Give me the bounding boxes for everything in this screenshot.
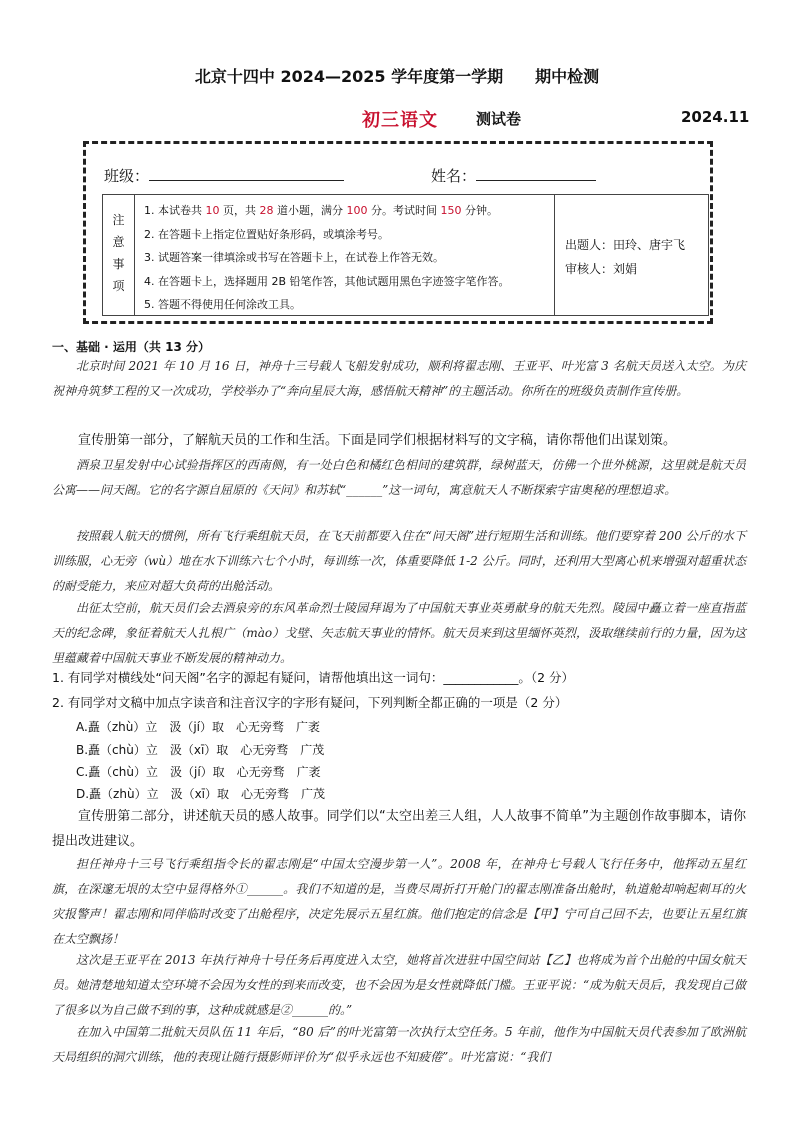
passage-paragraph: 酒泉卫星发射中心试验指挥区的西南侧，有一处白色和橘红色相间的建筑群，绿树蓝天，仿佛一个世外桃源，这里就是航天员公寓——问天阁。它的名字源自屈原的《天问》和苏轼“______”这一词句，寓意航天人不断探索宇宙奥秘的理想追求。: [52, 458, 746, 497]
setter: 出题人：田玲、唐宇飞: [565, 238, 686, 252]
passage-paragraph: 出征太空前，航天员们会去酒泉旁的东风革命烈士陵园拜谒为了中国航天事业英勇献身的航天先烈。陵园中矗立着一座直指蓝天的纪念碑，象征着航天人扎根广（mào）戈壁、矢志航天事业的情怀。航天员来到这里缅怀英烈，汲取继续前行的力量，因为这里蕴藏着中国航天事业不断发展的精神动力。: [52, 601, 746, 665]
notice-item: 5. 答题不得使用任何涂改工具。: [144, 298, 301, 311]
story-paragraph: 在加入中国第二批航天员队伍 11 年后，“80 后”的叶光富第一次执行太空任务。5 年前，他作为中国航天员代表参加了欧洲航天局组织的洞穴训练，他的表现让随行摄影师评价为“似乎永远也不知疲倦”。叶光富说：“我们: [52, 1025, 746, 1064]
task-paragraph: 宣传册第一部分，了解航天员的工作和生活。下面是同学们根据材料写的文字稿，请你帮他们出谋划策。: [78, 433, 677, 448]
story-paragraph: 这次是王亚平在 2013 年执行神舟十号任务后再度进入太空，她将首次进驻中国空间站【乙】也将成为首个出舱的中国女航天员。她清楚地知道太空环境不会因为女性的到来而改变，也不会因为是女性就降低门槛。王亚平说：“成为航天员后，我发现自己做了很多以为自己做不到的事，这种成就感是②______的。”: [52, 953, 746, 1017]
question-1: 1. 有同学对横线处“问天阁”名字的源起有疑问，请帮他填出这一词句：____________。（2 分）: [52, 670, 575, 685]
exam-date: 2024.11: [681, 108, 750, 126]
name-field: [431, 164, 596, 186]
story-paragraph: 担任神舟十三号飞行乘组指令长的翟志刚是“中国太空漫步第一人”。2008 年，在神舟七号载人飞行任务中，他挥动五星红旗，在深邃无垠的太空中显得格外①______。我们不知道的是，当费尽周折打开舱门的翟志刚准备出舱时，轨道舱却响起刺耳的火灾报警声！翟志刚和同伴临时改变了出舱程序，决定先展示五星红旗。他们抱定的信念是【甲】宁可自己回不去，也要让五星红旗在太空飘扬！: [52, 857, 746, 946]
task-paragraph: 宣传册第二部分，讲述航天员的感人故事。同学们以“太空出差三人组，人人故事不简单”为主题创作故事脚本，请你提出改进建议。: [52, 809, 746, 849]
subject-title: 初三语文: [362, 110, 438, 131]
class-line[interactable]: [149, 164, 344, 181]
class-label: 班级：: [104, 167, 150, 185]
intro-paragraph: 北京时间 2021 年 10 月 16 日，神舟十三号载人飞船发射成功，顺利将翟志刚、王亚平、叶光富 3 名航天员送入太空。为庆祝神舟筑梦工程的又一次成功，学校举办了“奔向星辰大海，感悟航天精神”的主题活动。你所在的班级负责制作宣传册。: [52, 359, 746, 398]
notice-item: 4. 在答题卡上，选择题用 2B 铅笔作答，其他试题用黑色字迹签字笔作答。: [144, 274, 510, 288]
option-a[interactable]: A.矗（zhù）立 汲（jí）取 心无旁骛 广袤: [76, 720, 320, 734]
option-c[interactable]: C.矗（chù）立 汲（jí）取 心无旁骛 广袤: [76, 765, 321, 779]
passage-paragraph: 按照载人航天的惯例，所有飞行乘组航天员，在飞天前都要入住在“问天阁”进行短期生活和训练。他们要穿着 200 公斤的水下训练服，心无旁（wù）地在水下训练六七个小时，每训练一次，体重要降低 1-2 公斤。同时，还利用大型离心机来增强对超重状态的耐受能力，来应对超大负荷的出舱活动。: [52, 529, 746, 593]
name-label: 姓名：: [431, 167, 477, 185]
notice-items: [136, 195, 555, 315]
notice-item: 1. 本试卷共 10 页，共 28 道小题，满分 100 分。考试时间 150 分钟。: [144, 204, 498, 217]
subject-suffix: 测试卷: [476, 110, 522, 128]
question-2: 2. 有同学对文稿中加点字读音和注音汉字的字形有疑问，下列判断全都正确的一项是（2 分）: [52, 695, 568, 710]
notice-heading: 注 意 事 项: [103, 195, 135, 315]
section-heading: 一、基础 · 运用（共 13 分）: [52, 340, 210, 354]
option-d[interactable]: D.矗（zhù）立 汲（xī）取 心无旁骛 广茂: [76, 787, 326, 801]
reviewer: 审核人：刘娟: [565, 262, 638, 276]
class-field: [104, 164, 344, 186]
author-info: [565, 233, 685, 281]
exam-title: 北京十四中 2024—2025 学年度第一学期 期中检测: [194, 67, 600, 86]
notice-item: 3. 试题答案一律填涂或书写在答题卡上，在试卷上作答无效。: [144, 251, 444, 264]
notice-table: [102, 194, 709, 316]
name-line[interactable]: [476, 164, 596, 181]
notice-item: 2. 在答题卡上指定位置贴好条形码，或填涂考号。: [144, 227, 389, 241]
option-b[interactable]: B.矗（chù）立 汲（xī）取 心无旁骛 广茂: [76, 743, 325, 757]
